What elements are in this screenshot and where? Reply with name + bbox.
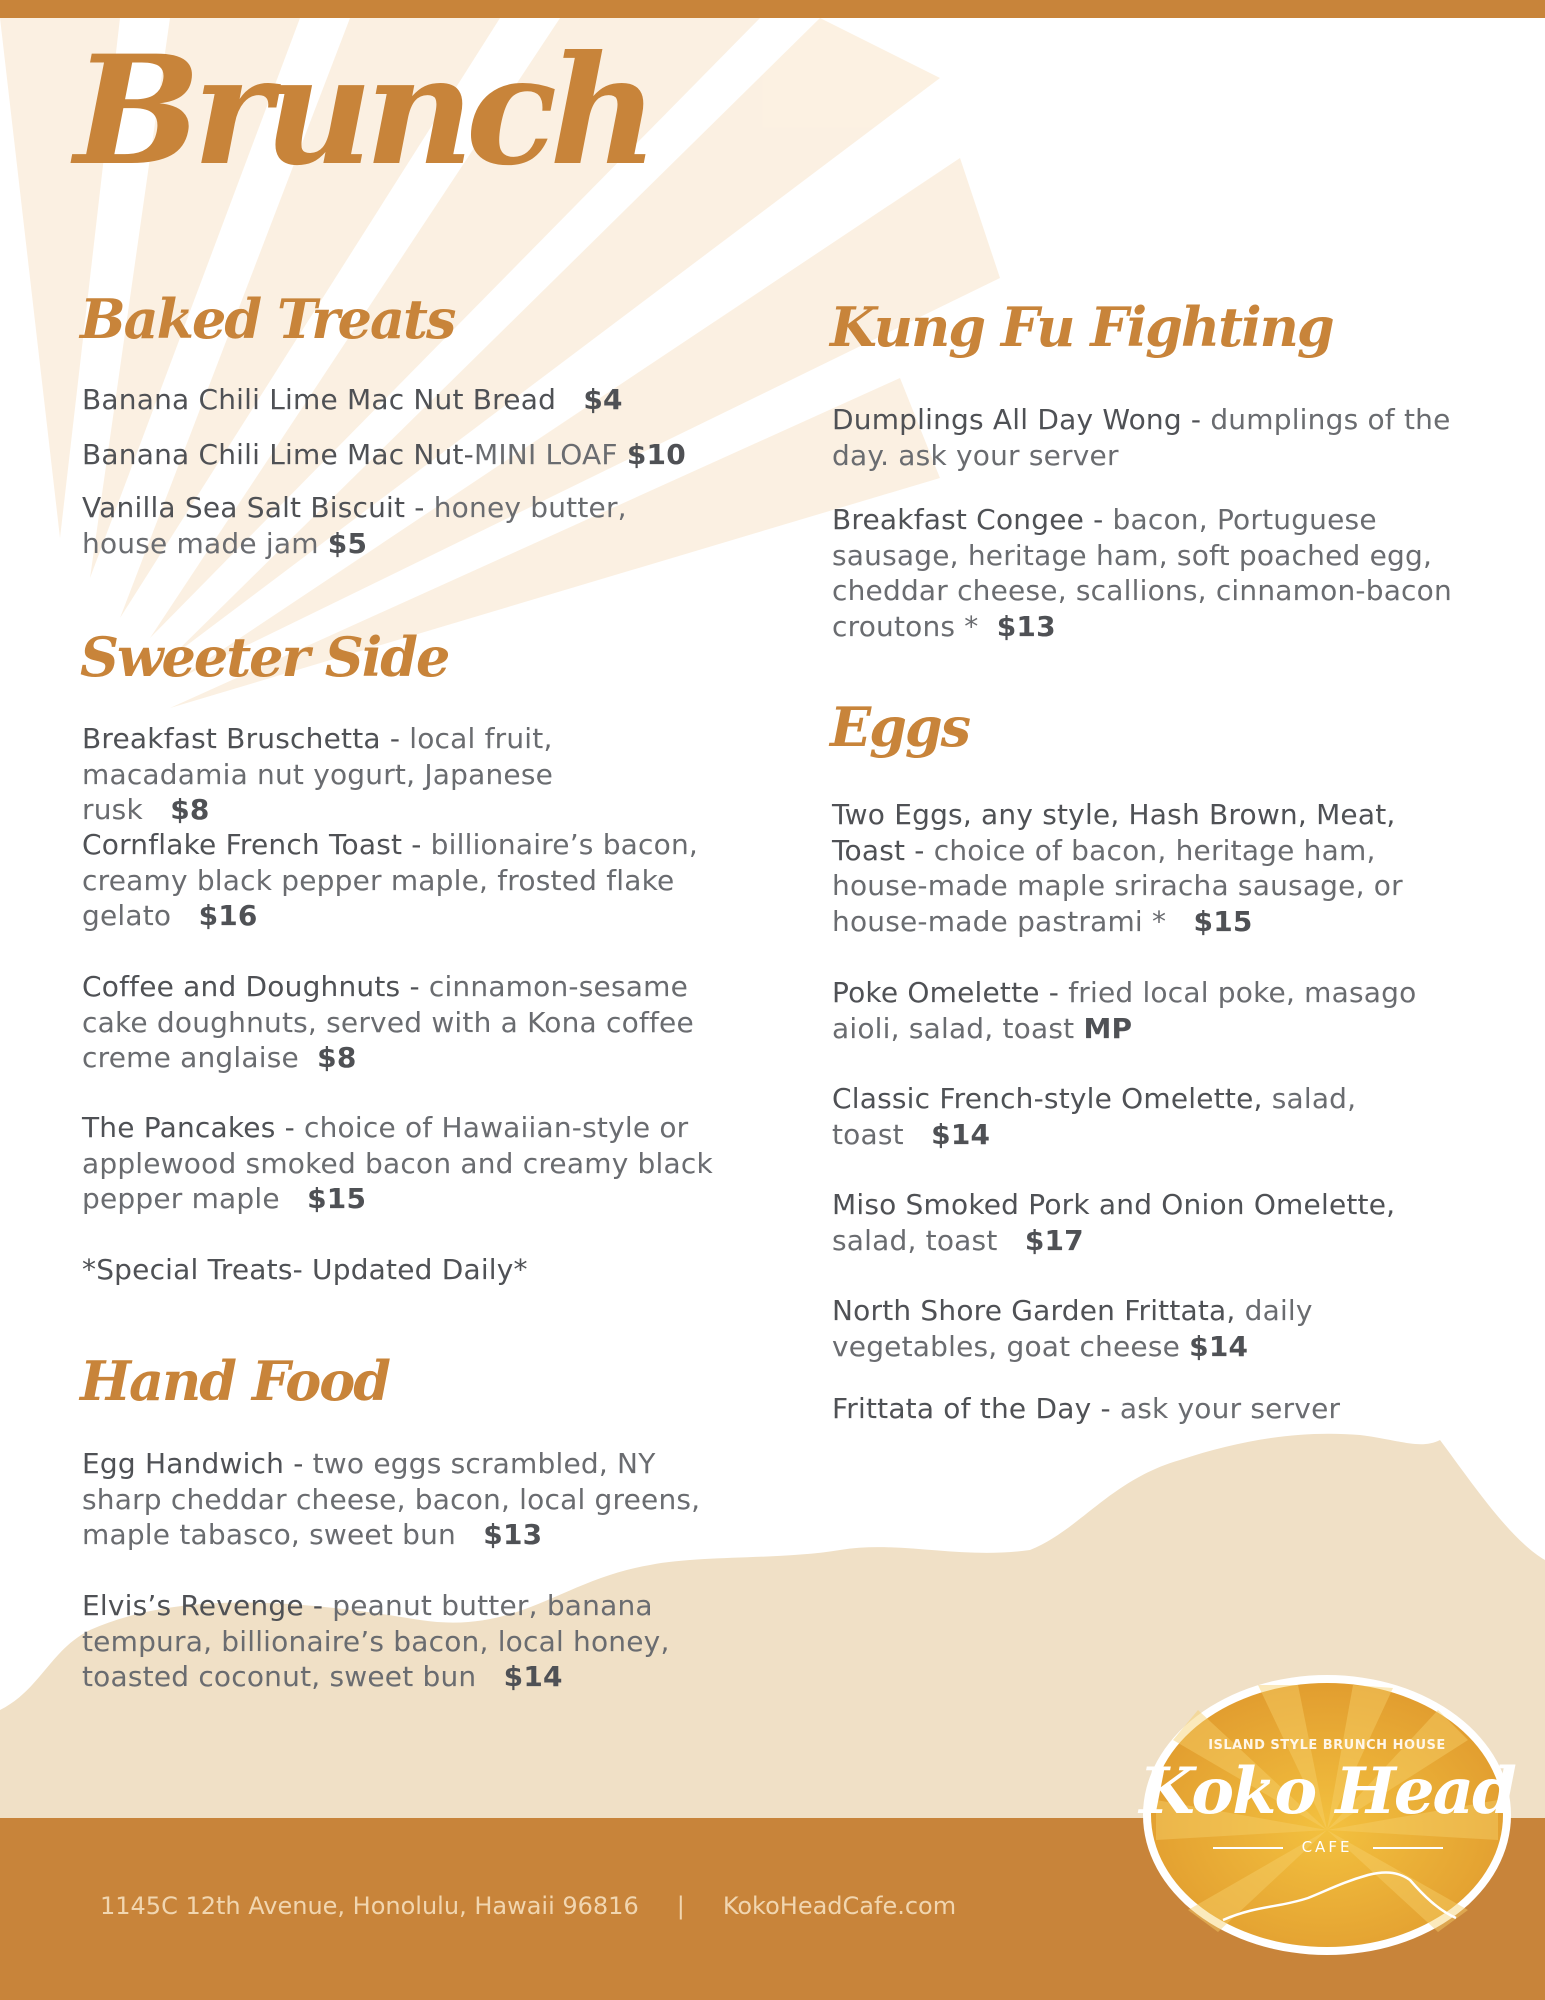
page-title: Brunch <box>74 23 651 199</box>
footer-separator: | <box>676 1892 685 1920</box>
heading-baked-treats: Baked Treats <box>80 287 455 351</box>
menu-item: Banana Chili Lime Mac Nut Bread $4 <box>82 383 623 416</box>
menu-item: Egg Handwich - two eggs scrambled, NY sharp cheddar cheese, bacon, local greens, maple tabasco, sweet bun $13 <box>82 1447 701 1551</box>
logo-name: Koko Head <box>1139 1754 1515 1829</box>
footer-website-link[interactable]: KokoHeadCafe.com <box>722 1892 957 1920</box>
menu-item: Classic French-style Omelette, salad, toast $14 <box>832 1082 1357 1151</box>
menu-item: Breakfast Congee - bacon, Portuguese sausage, heritage ham, soft poached egg, cheddar cheese, scallions, cinnamon-bacon croutons * $13 <box>832 503 1452 643</box>
menu-item: Cornflake French Toast - billionaire’s bacon, creamy black pepper maple, frosted flake gelato $16 <box>82 828 698 932</box>
menu-item: North Shore Garden Frittata, daily vegetables, goat cheese $14 <box>832 1294 1313 1363</box>
menu-item: Miso Smoked Pork and Onion Omelette, salad, toast $17 <box>832 1188 1396 1257</box>
heading-hand-food: Hand Food <box>80 1349 390 1413</box>
footer-contact <box>100 1892 956 1920</box>
special-note: *Special Treats- Updated Daily* <box>82 1253 528 1286</box>
menu-item: Vanilla Sea Salt Biscuit - honey butter, house made jam $5 <box>82 491 627 560</box>
footer-address: 1145C 12th Avenue, Honolulu, Hawaii 96816 <box>100 1892 639 1920</box>
logo-sub: CAFE <box>1301 1838 1353 1856</box>
logo-tagline: ISLAND STYLE BRUNCH HOUSE <box>1208 1738 1446 1753</box>
heading-eggs: Eggs <box>830 695 970 759</box>
menu-item: Banana Chili Lime Mac Nut-MINI LOAF $10 <box>82 438 686 471</box>
menu-item: Two Eggs, any style, Hash Brown, Meat, Toast - choice of bacon, heritage ham, house-made maple sriracha sausage, or house-made pastrami * $15 <box>832 798 1403 938</box>
menu-item: The Pancakes - choice of Hawaiian-style or applewood smoked bacon and creamy black pepper maple $15 <box>82 1111 713 1215</box>
menu-item: Frittata of the Day - ask your server <box>832 1392 1341 1425</box>
menu-item: Elvis’s Revenge - peanut butter, banana tempura, billionaire’s bacon, local honey, toasted coconut, sweet bun $14 <box>82 1589 670 1693</box>
menu-item: Breakfast Bruschetta - local fruit, macadamia nut yogurt, Japanese rusk $8 <box>82 722 554 826</box>
menu-item: Poke Omelette - fried local poke, masago aioli, salad, toast MP <box>832 976 1417 1045</box>
menu-item: Coffee and Doughnuts - cinnamon-sesame cake doughnuts, served with a Kona coffee creme anglaise $8 <box>82 970 694 1074</box>
top-accent-bar <box>0 0 1545 18</box>
heading-sweeter-side: Sweeter Side <box>80 625 449 689</box>
heading-kung-fu-fighting: Kung Fu Fighting <box>830 295 1333 359</box>
menu-item: Dumplings All Day Wong - dumplings of the day. ask your server <box>832 403 1451 472</box>
